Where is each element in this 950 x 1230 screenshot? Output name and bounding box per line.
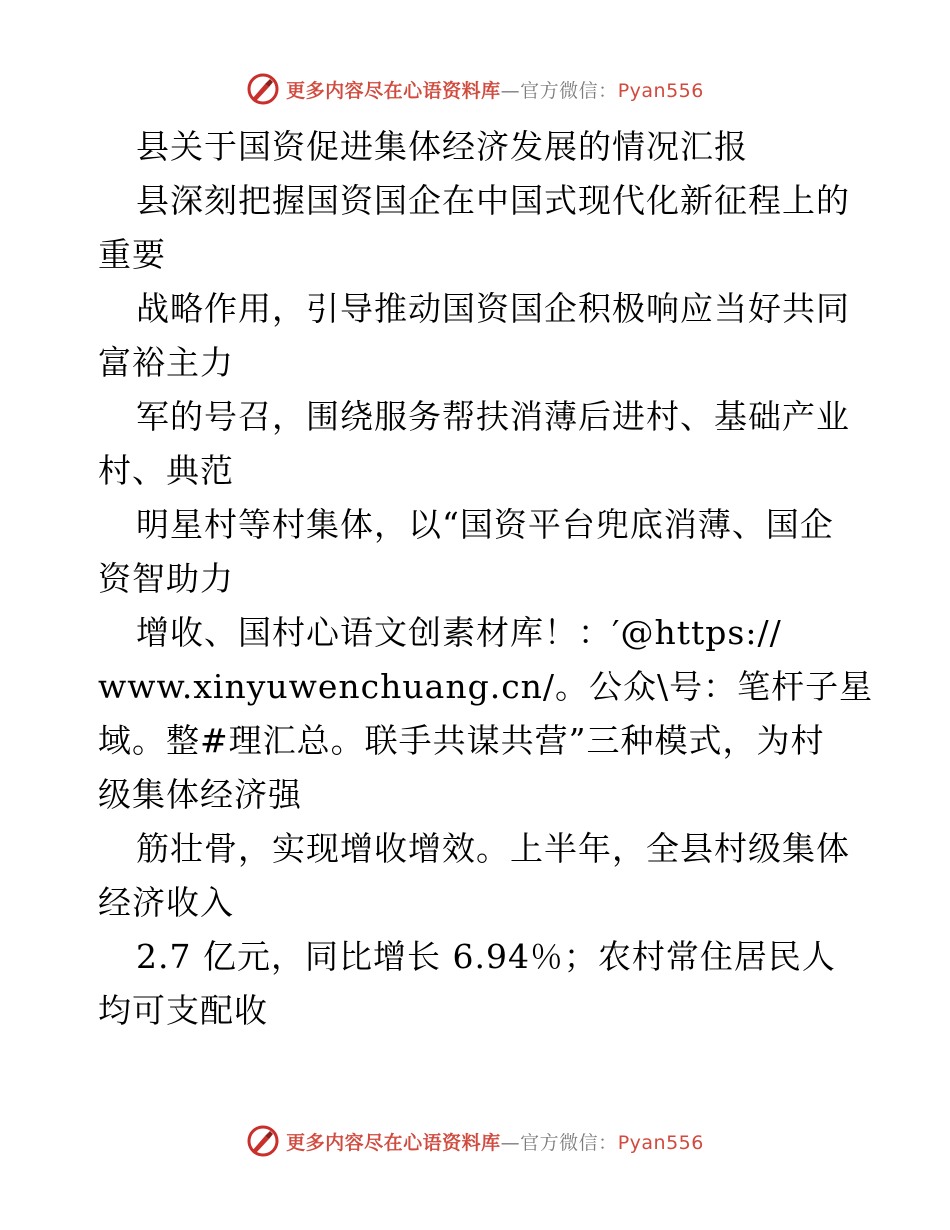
text-line: 明星村等村集体，以“国资平台兜底消薄、国企 xyxy=(136,505,834,544)
pen-logo-icon xyxy=(246,72,280,106)
text-line-url: www.xinyuwenchuang.cn/。公众\号：笔杆子星 xyxy=(98,667,874,706)
text-line: 增收、国村心语文创素材库！：′@https:// xyxy=(136,613,782,652)
footer-watermark xyxy=(0,1124,950,1158)
document-title: 县关于国资促进集体经济发展的情况汇报 xyxy=(136,127,748,166)
watermark-separator: — xyxy=(500,1131,521,1154)
watermark-official: 官方微信： xyxy=(520,1131,618,1154)
watermark-text xyxy=(286,76,704,103)
watermark-separator: — xyxy=(500,79,521,102)
text-line: 军的号召，围绕服务帮扶消薄后进村、基础产业 xyxy=(136,397,850,436)
watermark-official: 官方微信： xyxy=(520,79,618,102)
text-line: 村、典范 xyxy=(98,451,234,490)
text-line: 筋壮骨，实现增收增效。上半年，全县村级集体 xyxy=(136,829,850,868)
text-line: 域。整#理汇总。联手共谋共营”三种模式，为村 xyxy=(98,721,825,760)
text-line: 县深刻把握国资国企在中国式现代化新征程上的 xyxy=(136,181,850,220)
text-line: 经济收入 xyxy=(98,883,234,922)
header-watermark xyxy=(0,72,950,106)
text-line: 均可支配收 xyxy=(98,991,268,1030)
watermark-text xyxy=(286,1128,704,1155)
text-line: 2.7 亿元，同比增长 6.94％；农村常住居民人 xyxy=(136,937,836,976)
watermark-wechat-id: Pyan556 xyxy=(617,79,704,102)
document-body xyxy=(98,120,874,1038)
watermark-main: 更多内容尽在心语资料库 xyxy=(286,79,501,102)
text-line: 富裕主力 xyxy=(98,343,234,382)
text-line: 级集体经济强 xyxy=(98,775,302,814)
text-line: 战略作用，引导推动国资国企积极响应当好共同 xyxy=(136,289,850,328)
watermark-main: 更多内容尽在心语资料库 xyxy=(286,1131,501,1154)
text-line: 资智助力 xyxy=(98,559,234,598)
text-line: 重要 xyxy=(98,235,166,274)
pen-logo-icon xyxy=(246,1124,280,1158)
watermark-wechat-id: Pyan556 xyxy=(617,1131,704,1154)
